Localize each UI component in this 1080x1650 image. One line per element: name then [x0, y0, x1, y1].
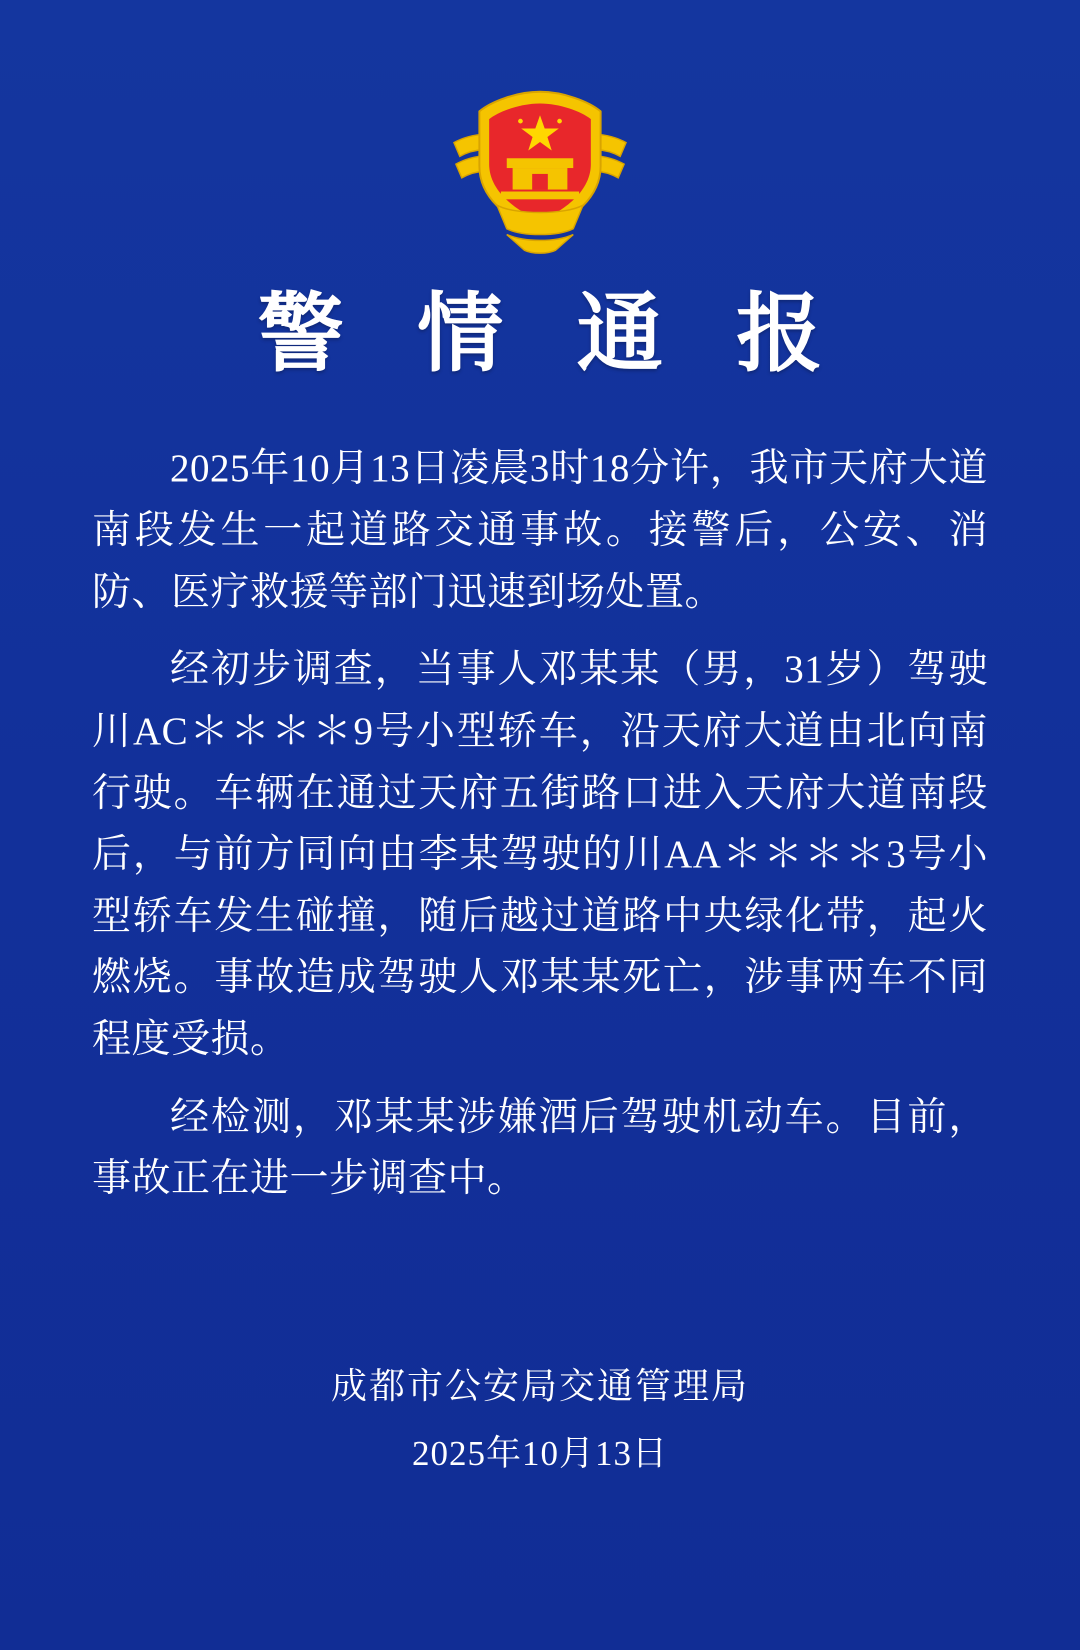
page-title: 警 情 通 报: [257, 286, 849, 382]
signature-block: [0, 1358, 1080, 1482]
paragraph-3: 经检测，邓某某涉嫌酒后驾驶机动车。目前，事故正在进一步调查中。: [92, 1095, 988, 1201]
notice-body: [92, 438, 988, 1209]
paragraph-2: 经初步调查，当事人邓某某（男，31岁）驾驶川AC＊＊＊＊9号小型轿车，沿天府大道由北向南行驶。车辆在通过天府五街路口进入天府大道南段后，与前方同向由李某驾驶的川AA＊＊＊＊3号小型轿车发生碰撞，随后越过道路中央绿化带，起火燃烧。事故造成驾驶人邓某某死亡，涉事两车不同程度受损。: [92, 648, 988, 1061]
issuing-organization: 成都市公安局交通管理局: [330, 1366, 749, 1407]
paragraph-1: 2025年10月13日凌晨3时18分许，我市天府大道南段发生一起道路交通事故。接警后，公安、消防、医疗救援等部门迅速到场处置。: [92, 447, 988, 614]
issue-date: 2025年10月13日: [411, 1434, 668, 1473]
china-police-badge-icon: [442, 82, 638, 258]
emblem-container: [92, 0, 988, 258]
